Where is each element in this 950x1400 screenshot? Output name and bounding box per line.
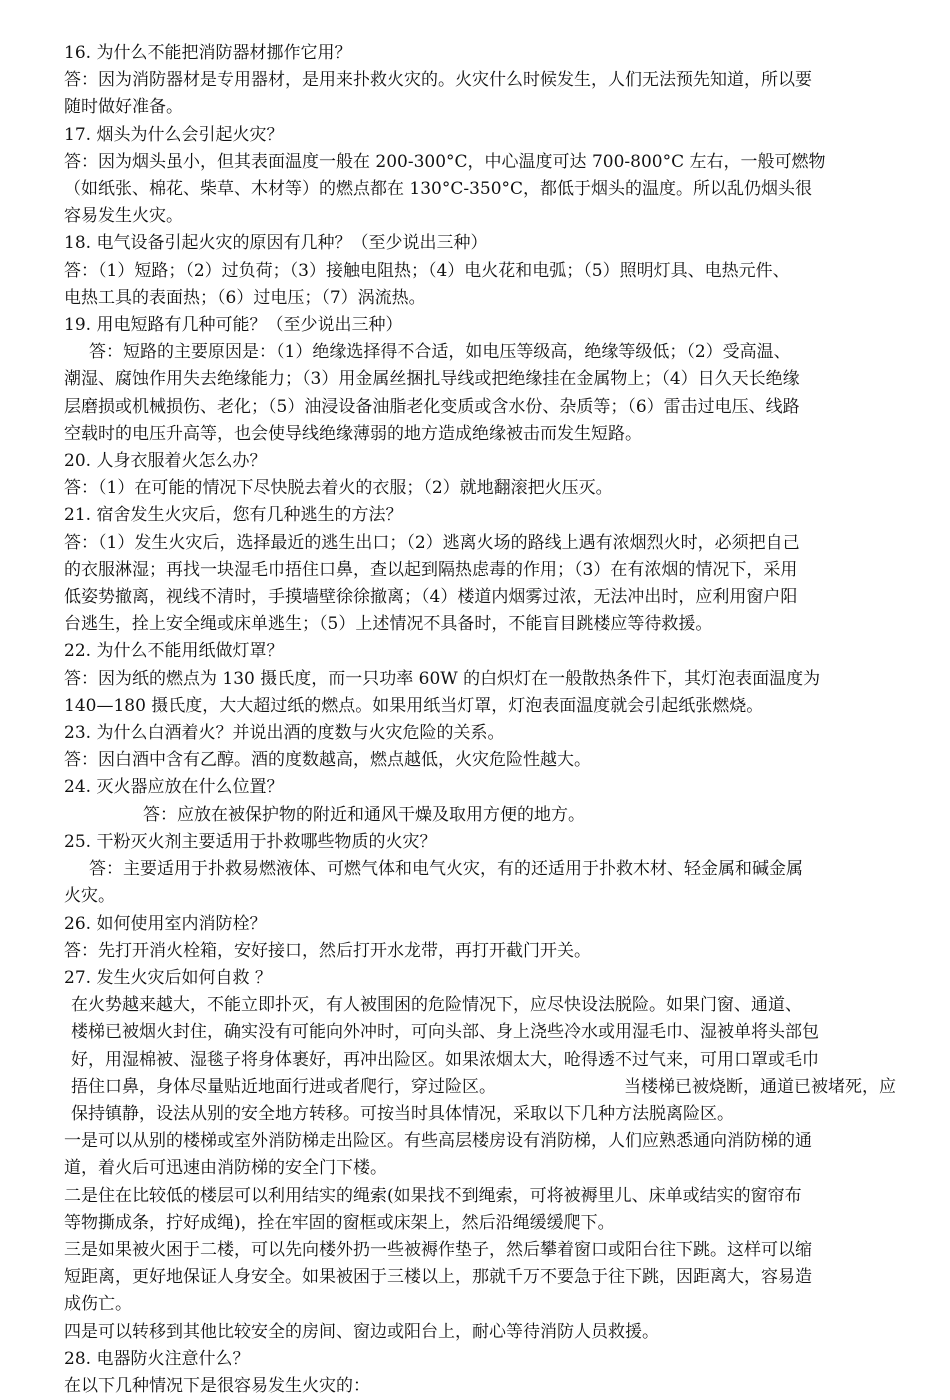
answer-line: 道，着火后可迅速由消防梯的安全门下楼。 <box>64 1158 387 1179</box>
question-21: 21. 宿舍发生火灾后，您有几种逃生的方法？ <box>64 505 403 526</box>
answer-line: 四是可以转移到其他比较安全的房间、窗边或阳台上，耐心等待消防人员救援。 <box>64 1321 659 1342</box>
answer-line: 答：（1）短路；（2）过负荷；（3）接触电阻热；（4）电火花和电弧；（5）照明灯具、电热元件、 <box>64 260 790 281</box>
answer-line: 答：先打开消火栓箱，安好接口，然后打开水龙带，再打开截门开关。 <box>64 940 591 961</box>
question-23: 23. 为什么白酒着火？并说出酒的度数与火灾危险的关系。 <box>64 723 505 744</box>
answer-line: 答：主要适用于扑救易燃液体、可燃气体和电气火灾，有的还适用于扑救木材、轻金属和碱金属 <box>89 859 803 880</box>
question-25: 25. 干粉灭火剂主要适用于扑救哪些物质的火灾？ <box>64 831 437 852</box>
answer-line: 电热工具的表面热；（6）过电压；（7）涡流热。 <box>64 287 426 308</box>
answer-line: 楼梯已被烟火封住，确实没有可能向外冲时，可向头部、身上浇些冷水或用湿毛巾、湿被单将头部包 <box>71 1022 819 1043</box>
answer-line: 空载时的电压升高等，也会使导线绝缘薄弱的地方造成绝缘被击而发生短路。 <box>64 423 642 444</box>
answer-line-part: 当楼梯已被烧断，通道已被堵死，应 <box>624 1076 896 1097</box>
answer-line: 答：短路的主要原因是：（1）绝缘选择得不合适，如电压等级高，绝缘等级低；（2）受高温、 <box>89 342 791 363</box>
answer-line: 答：应放在被保护物的附近和通风干燥及取用方便的地方。 <box>143 804 585 825</box>
answer-line: 一是可以从别的楼梯或室外消防梯走出险区。有些高层楼房设有消防梯，人们应熟悉通向消防梯的通 <box>64 1131 812 1152</box>
answer-line: 的衣服淋湿；再找一块湿毛巾捂住口鼻，查以起到隔热虑毒的作用；（3）在有浓烟的情况下，采用 <box>64 559 798 580</box>
answer-line: 答：因为纸的燃点为 130 摄氏度，而一只功率 60W 的白炽灯在一般散热条件下，其灯泡表面温度为 <box>64 668 821 689</box>
answer-line: 在以下几种情况下是很容易发生火灾的： <box>64 1375 370 1396</box>
question-28: 28. 电器防火注意什么？ <box>64 1348 250 1369</box>
answer-line: 答：（1）在可能的情况下尽快脱去着火的衣服；（2）就地翻滚把火压灭。 <box>64 478 613 499</box>
answer-line: （如纸张、棉花、柴草、木材等）的燃点都在 130°C-350°C，都低于烟头的温度。所以乱仍烟头很 <box>64 179 813 200</box>
question-18: 18. 电气设备引起火灾的原因有几种？（至少说出三种） <box>64 233 488 254</box>
answer-line: 好，用湿棉被、湿毯子将身体裹好，再冲出险区。如果浓烟太大，呛得透不过气来，可用口罩或毛巾 <box>71 1049 819 1070</box>
answer-line <box>64 1074 900 1101</box>
question-19: 19. 用电短路有几种可能？（至少说出三种） <box>64 315 403 336</box>
question-17: 17. 烟头为什么会引起火灾？ <box>64 124 284 145</box>
question-24: 24. 灭火器应放在什么位置？ <box>64 777 284 798</box>
answer-line-part: 捂住口鼻，身体尽量贴近地面行进或者爬行，穿过险区。 <box>71 1076 496 1097</box>
answer-line: 保持镇静，设法从别的安全地方转移。可按当时具体情况，采取以下几种方法脱离险区。 <box>71 1103 734 1124</box>
answer-line: 随时做好准备。 <box>64 97 183 118</box>
answer-line: 火灾。 <box>64 886 115 907</box>
answer-line: 成伤亡。 <box>64 1294 132 1315</box>
answer-line: 等物撕成条，拧好成绳)，拴在牢固的窗框或床架上，然后沿绳缓缓爬下。 <box>64 1212 615 1233</box>
answer-line: 台逃生，拴上安全绳或床单逃生；（5）上述情况不具备时，不能盲目跳楼应等待救援。 <box>64 614 713 635</box>
answer-line: 三是如果被火困于二楼，可以先向楼外扔一些被褥作垫子，然后攀着窗口或阳台往下跳。这样可以缩 <box>64 1239 812 1260</box>
answer-line: 短距离，更好地保证人身安全。如果被困于三楼以上，那就千万不要急于往下跳，因距离大，容易造 <box>64 1267 812 1288</box>
answer-line: 潮湿、腐蚀作用失去绝缘能力；（3）用金属丝捆扎导线或把绝缘挂在金属物上；（4）日久天长绝缘 <box>64 369 800 390</box>
answer-line: 在火势越来越大，不能立即扑灭，有人被围困的危险情况下，应尽快设法脱险。如果门窗、通道、 <box>71 995 802 1016</box>
answer-line: 低姿势撤离，视线不清时，手摸墙壁徐徐撤离；（4）楼道内烟雾过浓，无法冲出时，应利用窗户阳 <box>64 587 798 608</box>
answer-line: 答：（1）发生火灾后，选择最近的逃生出口；（2）逃离火场的路线上遇有浓烟烈火时，必须把自己 <box>64 532 800 553</box>
answer-line: 答：因为消防器材是专用器材，是用来扑救火灾的。火灾什么时候发生，人们无法预先知道，所以要 <box>64 70 812 91</box>
answer-line: 140—180 摄氏度，大大超过纸的燃点。如果用纸当灯罩，灯泡表面温度就会引起纸张燃烧。 <box>64 695 764 716</box>
question-26: 26. 如何使用室内消防栓？ <box>64 913 267 934</box>
question-22: 22. 为什么不能用纸做灯罩？ <box>64 641 284 662</box>
question-20: 20. 人身衣服着火怎么办？ <box>64 451 267 472</box>
answer-line: 容易发生火灾。 <box>64 206 183 227</box>
answer-line: 答：因白酒中含有乙醇。酒的度数越高，燃点越低，火灾危险性越大。 <box>64 750 591 771</box>
answer-line: 答：因为烟头虽小，但其表面温度一般在 200-300°C，中心温度可达 700-800°C 左右，一般可燃物 <box>64 151 826 172</box>
answer-line: 层磨损或机械损伤、老化；（5）油浸设备油脂老化变质或含水份、杂质等；（6）雷击过电压、线路 <box>64 396 800 417</box>
question-16: 16. 为什么不能把消防器材挪作它用？ <box>64 43 352 63</box>
answer-line: 二是住在比较低的楼层可以利用结实的绳索(如果找不到绳索，可将被褥里儿、床单或结实的窗帘布 <box>64 1185 802 1206</box>
question-27: 27. 发生火灾后如何自救 ？ <box>64 967 272 988</box>
